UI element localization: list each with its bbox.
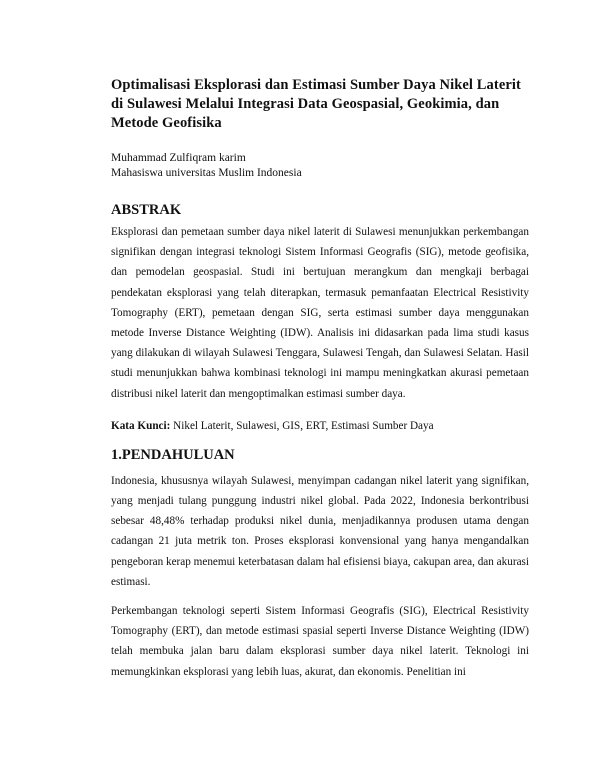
- introduction-paragraph-2: Perkembangan teknologi seperti Sistem Informasi Geografis (SIG), Electrical Resistivity Tomography (ERT), dan metode estimasi spasial seperti Inverse Distance Weighting (IDW) telah membuka jalan baru dalam eksplorasi sumber daya nikel laterit. Teknologi ini memungkinkan eksplorasi yang lebih luas, akurat, dan ekonomis. Penelitian ini: [111, 605, 529, 678]
- keywords-label: Kata Kunci:: [111, 419, 171, 432]
- keywords-line: [111, 418, 529, 434]
- author-name: Muhammad Zulfiqram karim: [111, 152, 246, 164]
- document-content: [111, 76, 529, 682]
- paper-title: Optimalisasi Eksplorasi dan Estimasi Sumber Daya Nikel Laterit di Sulawesi Melalui Integrasi Data Geospasial, Geokimia, dan Metode Geofisika: [111, 77, 521, 131]
- introduction-heading: 1.PENDAHULUAN: [111, 446, 235, 463]
- introduction-paragraph-1: Indonesia, khususnya wilayah Sulawesi, menyimpan cadangan nikel laterit yang signifikan, yang menjadi tulang punggung industri nikel global. Pada 2022, Indonesia berkontribusi sebesar 48,48% terhadap produksi nikel dunia, menjadikannya produsen utama dengan cadangan 21 juta metrik ton. Proses eksplorasi konvensional yang hanya mengandalkan pengeboran kerap menemui keterbatasan dalam hal efisiensi biaya, cakupan area, dan akurasi estimasi.: [111, 474, 529, 588]
- author-block: [111, 151, 529, 181]
- keywords-text: Nikel Laterit, Sulawesi, GIS, ERT, Estimasi Sumber Daya: [170, 419, 434, 432]
- abstract-text: Eksplorasi dan pemetaan sumber daya nikel laterit di Sulawesi menunjukkan perkembangan signifikan dengan integrasi teknologi Sistem Informasi Geografis (SIG), metode geofisika, dan pemodelan geospasial. Studi ini bertujuan merangkum dan mengkaji berbagai pendekatan eksplorasi yang telah diterapkan, termasuk pemanfaatan Electrical Resistivity Tomography (ERT), pemetaan dengan SIG, serta estimasi sumber daya menggunakan metode Inverse Distance Weighting (IDW). Analisis ini didasarkan pada lima studi kasus yang dilakukan di wilayah Sulawesi Tenggara, Sulawesi Tengah, dan Sulawesi Selatan. Hasil studi menunjukkan bahwa kombinasi teknologi ini mampu meningkatkan akurasi pemetaan distribusi nikel laterit dan mengoptimalkan estimasi sumber daya.: [111, 226, 529, 400]
- author-affiliation: Mahasiswa universitas Muslim Indonesia: [111, 167, 302, 179]
- abstract-heading: ABSTRAK: [111, 202, 182, 218]
